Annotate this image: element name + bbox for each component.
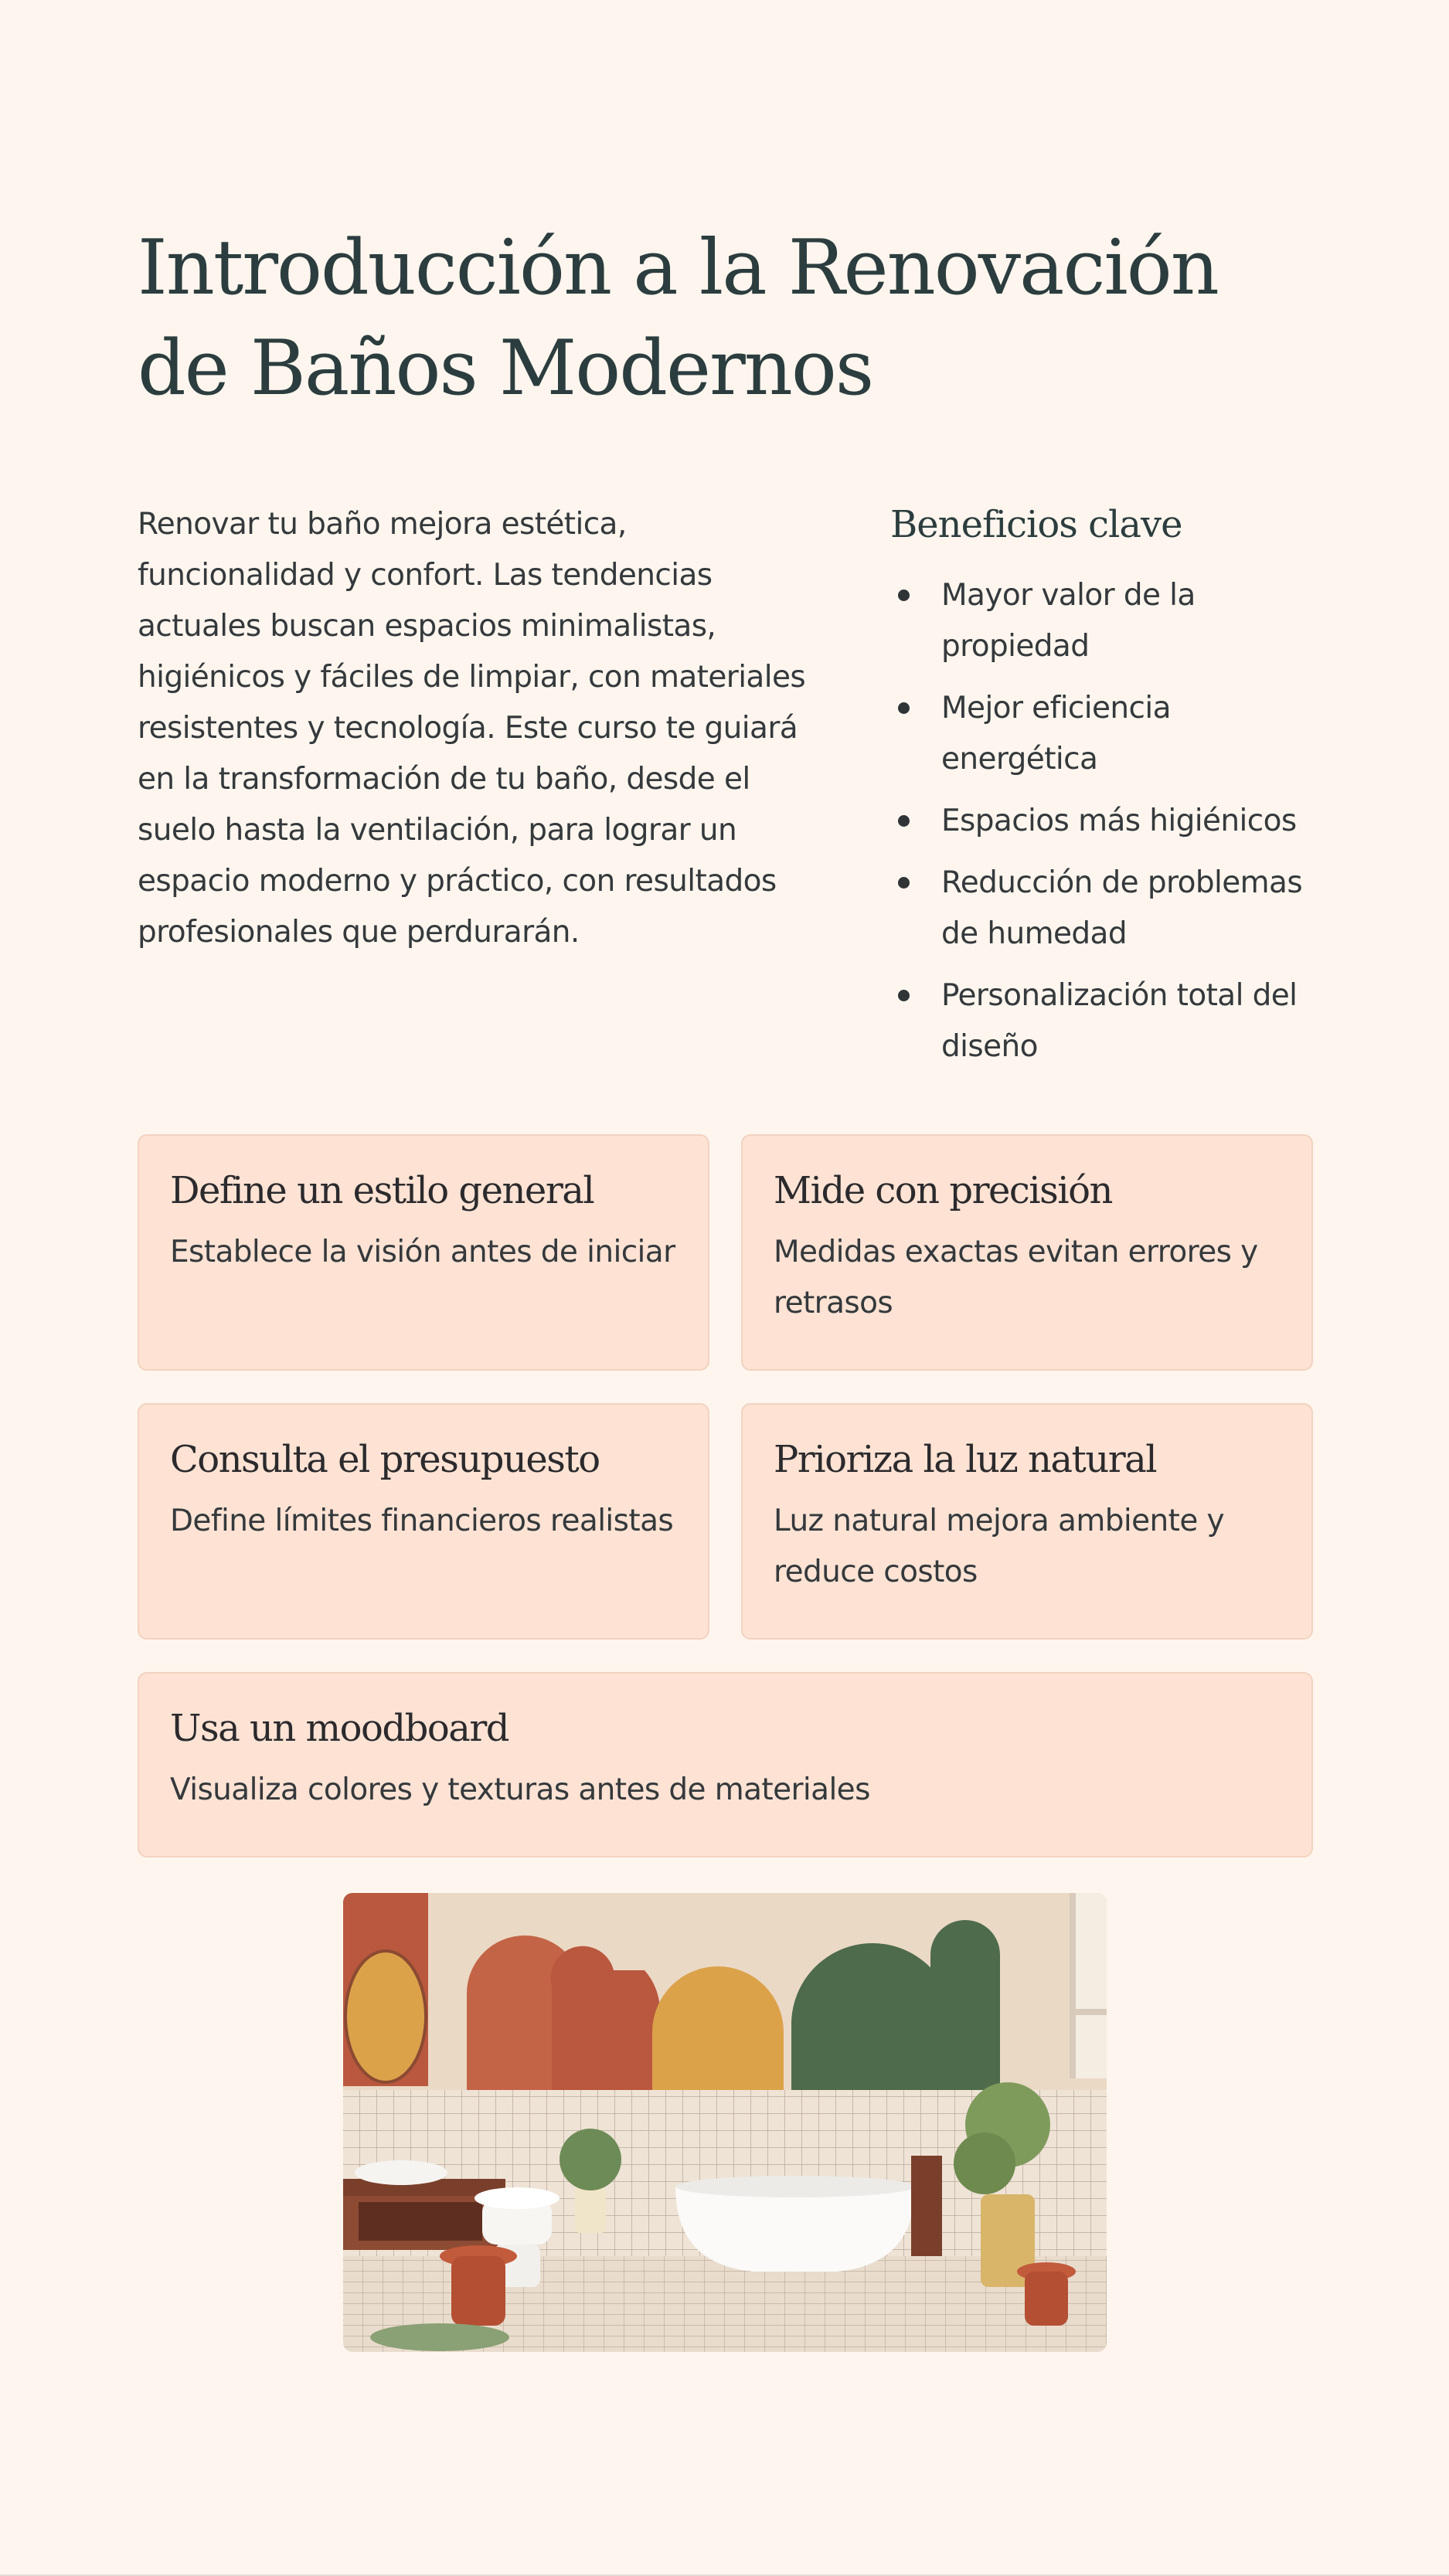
- card-title: Consulta el presupuesto: [170, 1438, 600, 1481]
- card-text: Visualiza colores y texturas antes de materiales: [170, 1772, 870, 1807]
- benefits-section: [890, 499, 1323, 1083]
- benefit-text: Mayor valor de la propiedad: [941, 578, 1196, 664]
- bullet-icon: [898, 877, 910, 889]
- benefit-item: [890, 858, 1323, 960]
- benefit-item: [890, 570, 1323, 672]
- bullet-icon: [898, 815, 910, 827]
- bullet-icon: [898, 702, 910, 714]
- card-title: Mide con precisión: [774, 1169, 1112, 1212]
- page-title: Introducción a la Renovación de Baños Modernos: [138, 224, 1218, 413]
- card-text: Define límites financieros realistas: [170, 1504, 674, 1538]
- benefits-heading: Beneficios clave: [890, 503, 1182, 546]
- bullet-icon: [898, 590, 910, 601]
- card-title: Define un estilo general: [170, 1169, 594, 1212]
- benefit-text: Espacios más higiénicos: [941, 804, 1297, 838]
- benefit-text: Mejor eficiencia energética: [941, 691, 1171, 777]
- tip-card-moodboard: [138, 1672, 1313, 1857]
- benefits-list: [890, 570, 1323, 1072]
- bathroom-image: [343, 1893, 1107, 2352]
- benefit-item: [890, 683, 1323, 785]
- card-text: Establece la visión antes de iniciar: [170, 1235, 675, 1269]
- card-text: Medidas exactas evitan errores y retrasos: [774, 1235, 1258, 1320]
- card-text: Luz natural mejora ambiente y reduce costos: [774, 1504, 1224, 1589]
- intro-paragraph: Renovar tu baño mejora estética, funcionalidad y confort. Las tendencias actuales buscan espacios minimalistas, higiénicos y fáciles de limpiar, con materiales resistentes y tecnología. Este curso te guiará en la transformación de tu baño, desde el suelo hasta la ventilación, para lograr un espacio moderno y práctico, con resultados profesionales que perdurarán.: [138, 507, 806, 950]
- benefit-item: [890, 796, 1323, 847]
- tip-card-style: [138, 1134, 709, 1371]
- tip-card-light: [741, 1403, 1313, 1640]
- tip-card-measure: [741, 1134, 1313, 1371]
- bathroom-illustration: [343, 1893, 1107, 2352]
- benefit-text: Personalización total del diseño: [941, 978, 1298, 1064]
- benefit-item: [890, 970, 1323, 1072]
- tip-card-budget: [138, 1403, 709, 1640]
- card-title: Usa un moodboard: [170, 1707, 509, 1750]
- bullet-icon: [898, 990, 910, 1001]
- card-title: Prioriza la luz natural: [774, 1438, 1157, 1481]
- benefit-text: Reducción de problemas de humedad: [941, 865, 1303, 951]
